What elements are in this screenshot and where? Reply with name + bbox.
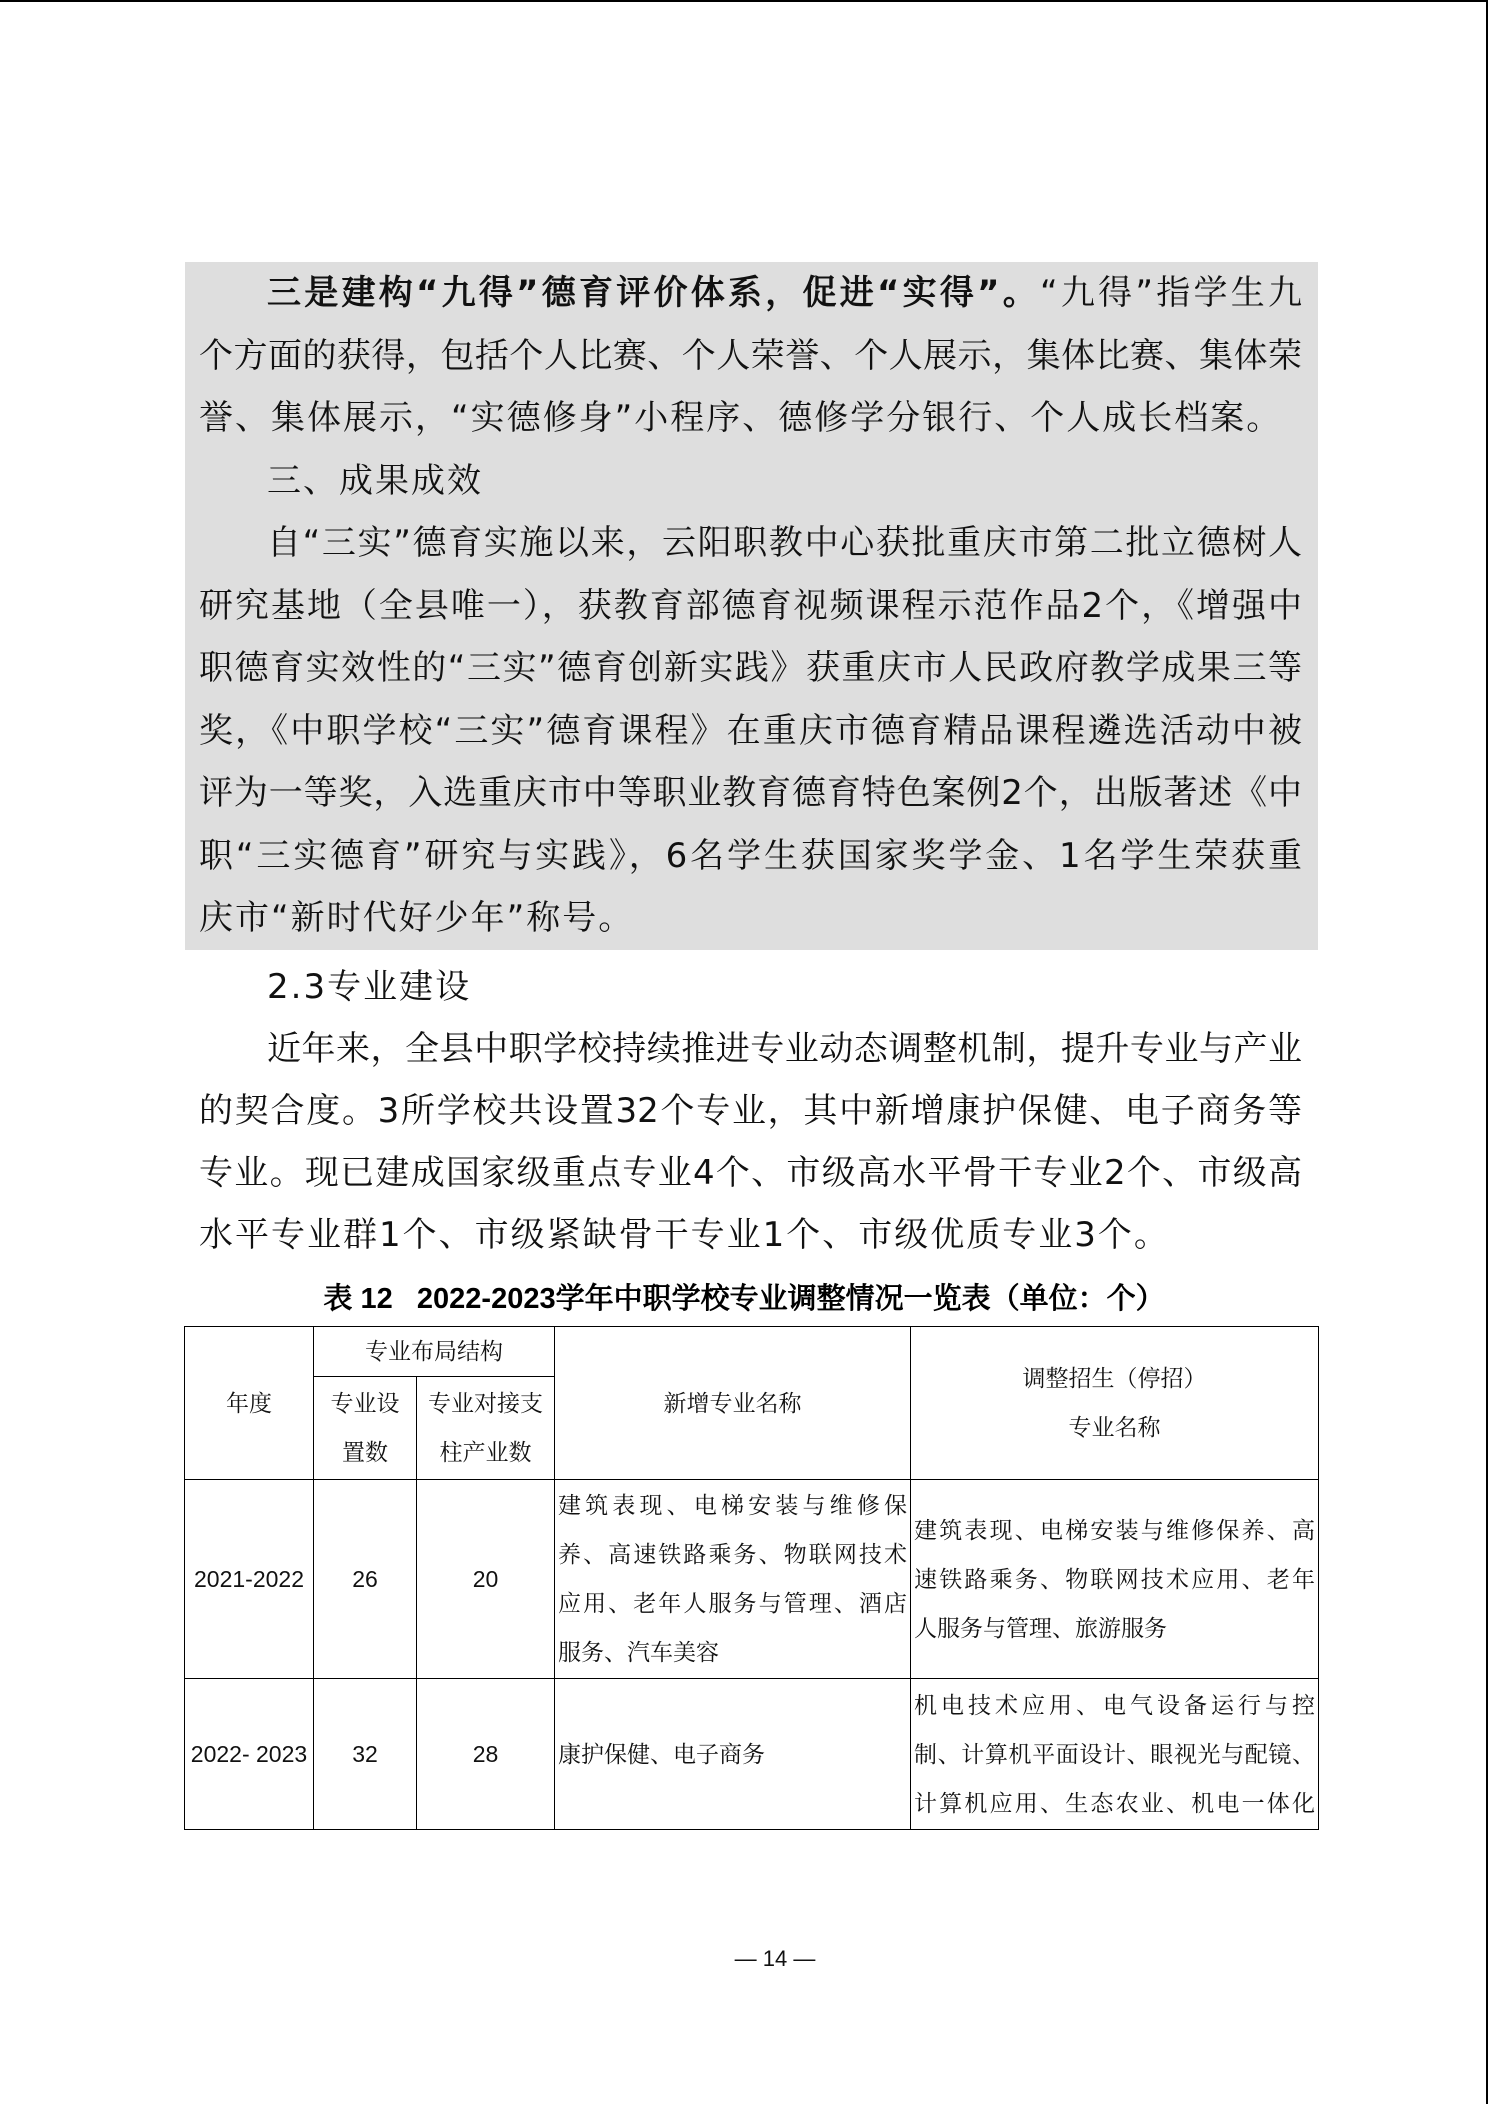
cell-new-majors	[555, 1679, 911, 1830]
cell-new-majors	[555, 1480, 911, 1679]
cell-pillar-industry-count: 20	[417, 1480, 555, 1679]
header-adjusted-majors	[911, 1327, 1319, 1480]
paragraph-line: 评为一等奖，入选重庆市中等职业教育德育特色案例2个，出版著述《中	[199, 773, 1302, 813]
paragraph-line: 庆市“新时代好少年”称号。	[199, 898, 635, 938]
major-adjustment-table	[184, 1326, 1319, 1830]
paragraph-line: 誉、集体展示，“实德修身”小程序、德修学分银行、个人成长档案。	[199, 398, 1283, 438]
paragraph-line	[199, 262, 1302, 325]
table-row	[185, 1679, 1319, 1830]
header-new-majors: 新增专业名称	[555, 1327, 911, 1480]
paragraph-line: 近年来，全县中职学校持续推进专业动态调整机制，提升专业与产业	[267, 1029, 1302, 1069]
cell-line: 养、高速铁路乘务、物联网技术	[558, 1541, 907, 1567]
paragraph-line: 个方面的获得，包括个人比赛、个人荣誉、个人展示，集体比赛、集体荣	[199, 335, 1302, 376]
cell-line: 康护保健、电子商务	[558, 1740, 765, 1767]
header-pillar-industry-count	[417, 1377, 555, 1480]
page-number: — 14 —	[734, 1946, 816, 1971]
page-top-border	[0, 0, 1488, 2]
table-caption: 表 12 2022-2023学年中职学校专业调整情况一览表（单位：个）	[323, 1283, 1165, 1315]
cell-line: 速铁路乘务、物联网技术应用、老年	[914, 1565, 1315, 1592]
cell-line: 应用、老年人服务与管理、酒店	[558, 1590, 907, 1616]
cell-line: 建筑表现、电梯安装与维修保	[558, 1492, 907, 1518]
paragraph-line: 专业。现已建成国家级重点专业4个、市级高水平骨干专业2个、市级高	[199, 1153, 1302, 1193]
header-line: 专业对接支	[428, 1390, 543, 1416]
highlighted-section	[185, 262, 1318, 950]
header-line: 置数	[342, 1439, 388, 1465]
header-year: 年度	[185, 1327, 314, 1480]
bold-lead-sentence: 三是建构“九得”德育评价体系，促进“实得”。	[267, 273, 1040, 313]
cell-line: 人服务与管理、旅游服务	[914, 1614, 1167, 1641]
cell-majors-count: 26	[314, 1480, 417, 1679]
cell-year: 2022- 2023	[185, 1679, 314, 1830]
cell-line: 服务、汽车美容	[558, 1639, 719, 1665]
section-heading: 2.3专业建设	[267, 967, 472, 1007]
cell-adjusted-majors	[911, 1679, 1319, 1830]
header-majors-count	[314, 1377, 417, 1480]
paragraph-line: 研究基地（全县唯一），获教育部德育视频课程示范作品2个，《增强中	[199, 585, 1302, 626]
cell-line: 制、计算机平面设计、眼视光与配镜、	[914, 1740, 1315, 1767]
paragraph-line: 职德育实效性的“三实”德育创新实践》获重庆市人民政府教学成果三等	[199, 648, 1302, 688]
cell-adjusted-majors	[911, 1480, 1319, 1679]
cell-pillar-industry-count: 28	[417, 1679, 555, 1830]
paragraph-text: “九得”指学生九	[1039, 273, 1302, 313]
cell-line: 计算机应用、生态农业、机电一体化	[914, 1789, 1315, 1816]
header-line: 柱产业数	[439, 1439, 532, 1465]
cell-line: 机电技术应用、电气设备运行与控	[914, 1691, 1315, 1718]
paragraph-line: 自“三实”德育实施以来，云阳职教中心获批重庆市第二批立德树人	[267, 523, 1302, 563]
cell-year: 2021-2022	[185, 1480, 314, 1679]
table-row	[185, 1480, 1319, 1679]
paragraph-line: 的契合度。3所学校共设置32个专业，其中新增康护保健、电子商务等	[199, 1091, 1302, 1131]
paragraph-line: 水平专业群1个、市级紧缺骨干专业1个、市级优质专业3个。	[199, 1215, 1170, 1255]
cell-majors-count: 32	[314, 1679, 417, 1830]
header-line: 专业设	[330, 1390, 400, 1416]
table-header-row	[185, 1327, 1319, 1377]
paragraph-line: 职“三实德育”研究与实践》，6名学生获国家奖学金、1名学生荣获重	[199, 835, 1302, 876]
header-line: 专业名称	[1068, 1414, 1161, 1440]
header-line: 调整招生（停招）	[1022, 1365, 1207, 1391]
cell-line: 建筑表现、电梯安装与维修保养、高	[914, 1516, 1315, 1543]
section-specialty-construction	[199, 956, 1302, 1266]
paragraph-line: 奖，《中职学校“三实”德育课程》在重庆市德育精品课程遴选活动中被	[199, 710, 1302, 751]
header-layout-structure: 专业布局结构	[314, 1327, 555, 1377]
section-heading: 三、成果成效	[267, 460, 483, 501]
